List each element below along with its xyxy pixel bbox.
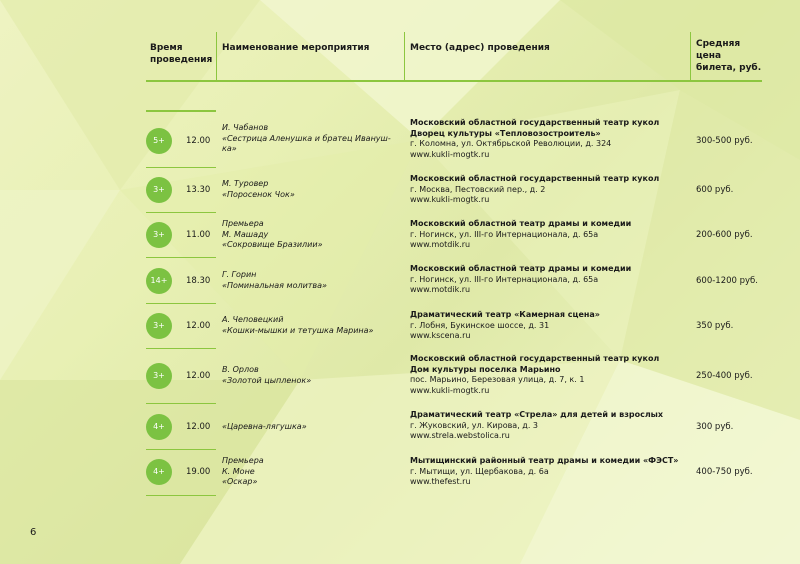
event-title: А. Чеповецкий «Кошки-мышки и тетушка Марина» [222,315,374,335]
venue-info: Московский областной театр драмы и комедии г. Ногинск, ул. III-го Интернационала, д. 65а www.motdik.ru [410,264,632,294]
ticket-price: 600 руб. [696,185,734,195]
row-separator [146,110,216,112]
table-row [146,116,762,168]
table-row [146,450,762,496]
event-title: И. Чабанов «Сестрица Аленушка и братец Ивануш- ка» [222,123,391,153]
venue-info: Драматический театр «Стрела» для детей и взрослых г. Жуковский, ул. Кирова, д. 3 www.strela.webstolica.ru [410,410,664,440]
event-title: В. Орлов «Золотой цыпленок» [222,365,312,385]
header-time: Время проведения [150,43,213,65]
table-row [146,258,762,304]
age-rating-badge: 5+ [146,128,172,154]
table-row [146,168,762,213]
event-time: 12.00 [186,371,211,381]
ticket-price: 350 руб. [696,321,734,331]
venue-info: Московский областной государственный театр кукол Дом культуры поселка Марьино пос. Марьино, Березовая улица, д. 7, к. 1 www.kukli-mogtk.ru [410,354,660,395]
event-title: Г. Горин «Поминальная молитва» [222,270,327,290]
header-divider [404,32,405,80]
header-event-name: Наименование мероприятия [222,43,370,53]
header-venue: Место (адрес) проведения [410,43,550,53]
table-row [146,349,762,404]
age-rating-badge: 4+ [146,459,172,485]
event-time: 18.30 [186,276,211,286]
table-row [146,213,762,258]
event-time: 19.00 [186,467,211,477]
ticket-price: 300 руб. [696,422,734,432]
venue-info: Московский областной театр драмы и комедии г. Ногинск, ул. III-го Интернационала, д. 65а www.motdik.ru [410,219,632,249]
age-rating-badge: 3+ [146,222,172,248]
header-price: Средняя цена билета, руб. [696,39,762,73]
event-time: 12.00 [186,136,211,146]
table-header [146,32,762,80]
event-time: 12.00 [186,321,211,331]
event-title: «Царевна-лягушка» [222,422,307,431]
event-title: Премьера М. Машаду «Сокровище Бразилии» [222,219,323,249]
ticket-price: 600-1200 руб. [696,276,758,286]
header-divider [216,32,217,80]
ticket-price: 200-600 руб. [696,230,753,240]
age-rating-badge: 14+ [146,268,172,294]
venue-info: Московский областной государственный театр кукол г. Москва, Пестовский пер., д. 2 www.kukli-mogtk.ru [410,174,660,204]
venue-info: Московский областной государственный театр кукол Дворец культуры «Тепловозостроитель» г. Коломна, ул. Октябрьской Революции, д. 324 www.kukli-mogtk.ru [410,118,660,159]
age-rating-badge: 3+ [146,313,172,339]
age-rating-badge: 3+ [146,177,172,203]
event-title: М. Туровер «Поросенок Чок» [222,179,295,199]
venue-info: Мытищинский районный театр драмы и комедии «ФЭСТ» г. Мытищи, ул. Щербакова, д. 6а www.thefest.ru [410,456,679,486]
ticket-price: 300-500 руб. [696,136,753,146]
table-row [146,404,762,450]
header-divider [690,32,691,80]
row-separator [146,495,216,497]
age-rating-badge: 4+ [146,414,172,440]
ticket-price: 250-400 руб. [696,371,753,381]
event-time: 12.00 [186,422,211,432]
ticket-price: 400-750 руб. [696,467,753,477]
event-time: 13.30 [186,185,211,195]
table-row [146,304,762,349]
header-underline [146,80,762,82]
age-rating-badge: 3+ [146,363,172,389]
venue-info: Драматический театр «Камерная сцена» г. Лобня, Букинское шоссе, д. 31 www.kscena.ru [410,310,600,340]
event-title: Премьера К. Моне «Оскар» [222,456,264,486]
page-number: 6 [30,527,37,538]
event-time: 11.00 [186,230,211,240]
